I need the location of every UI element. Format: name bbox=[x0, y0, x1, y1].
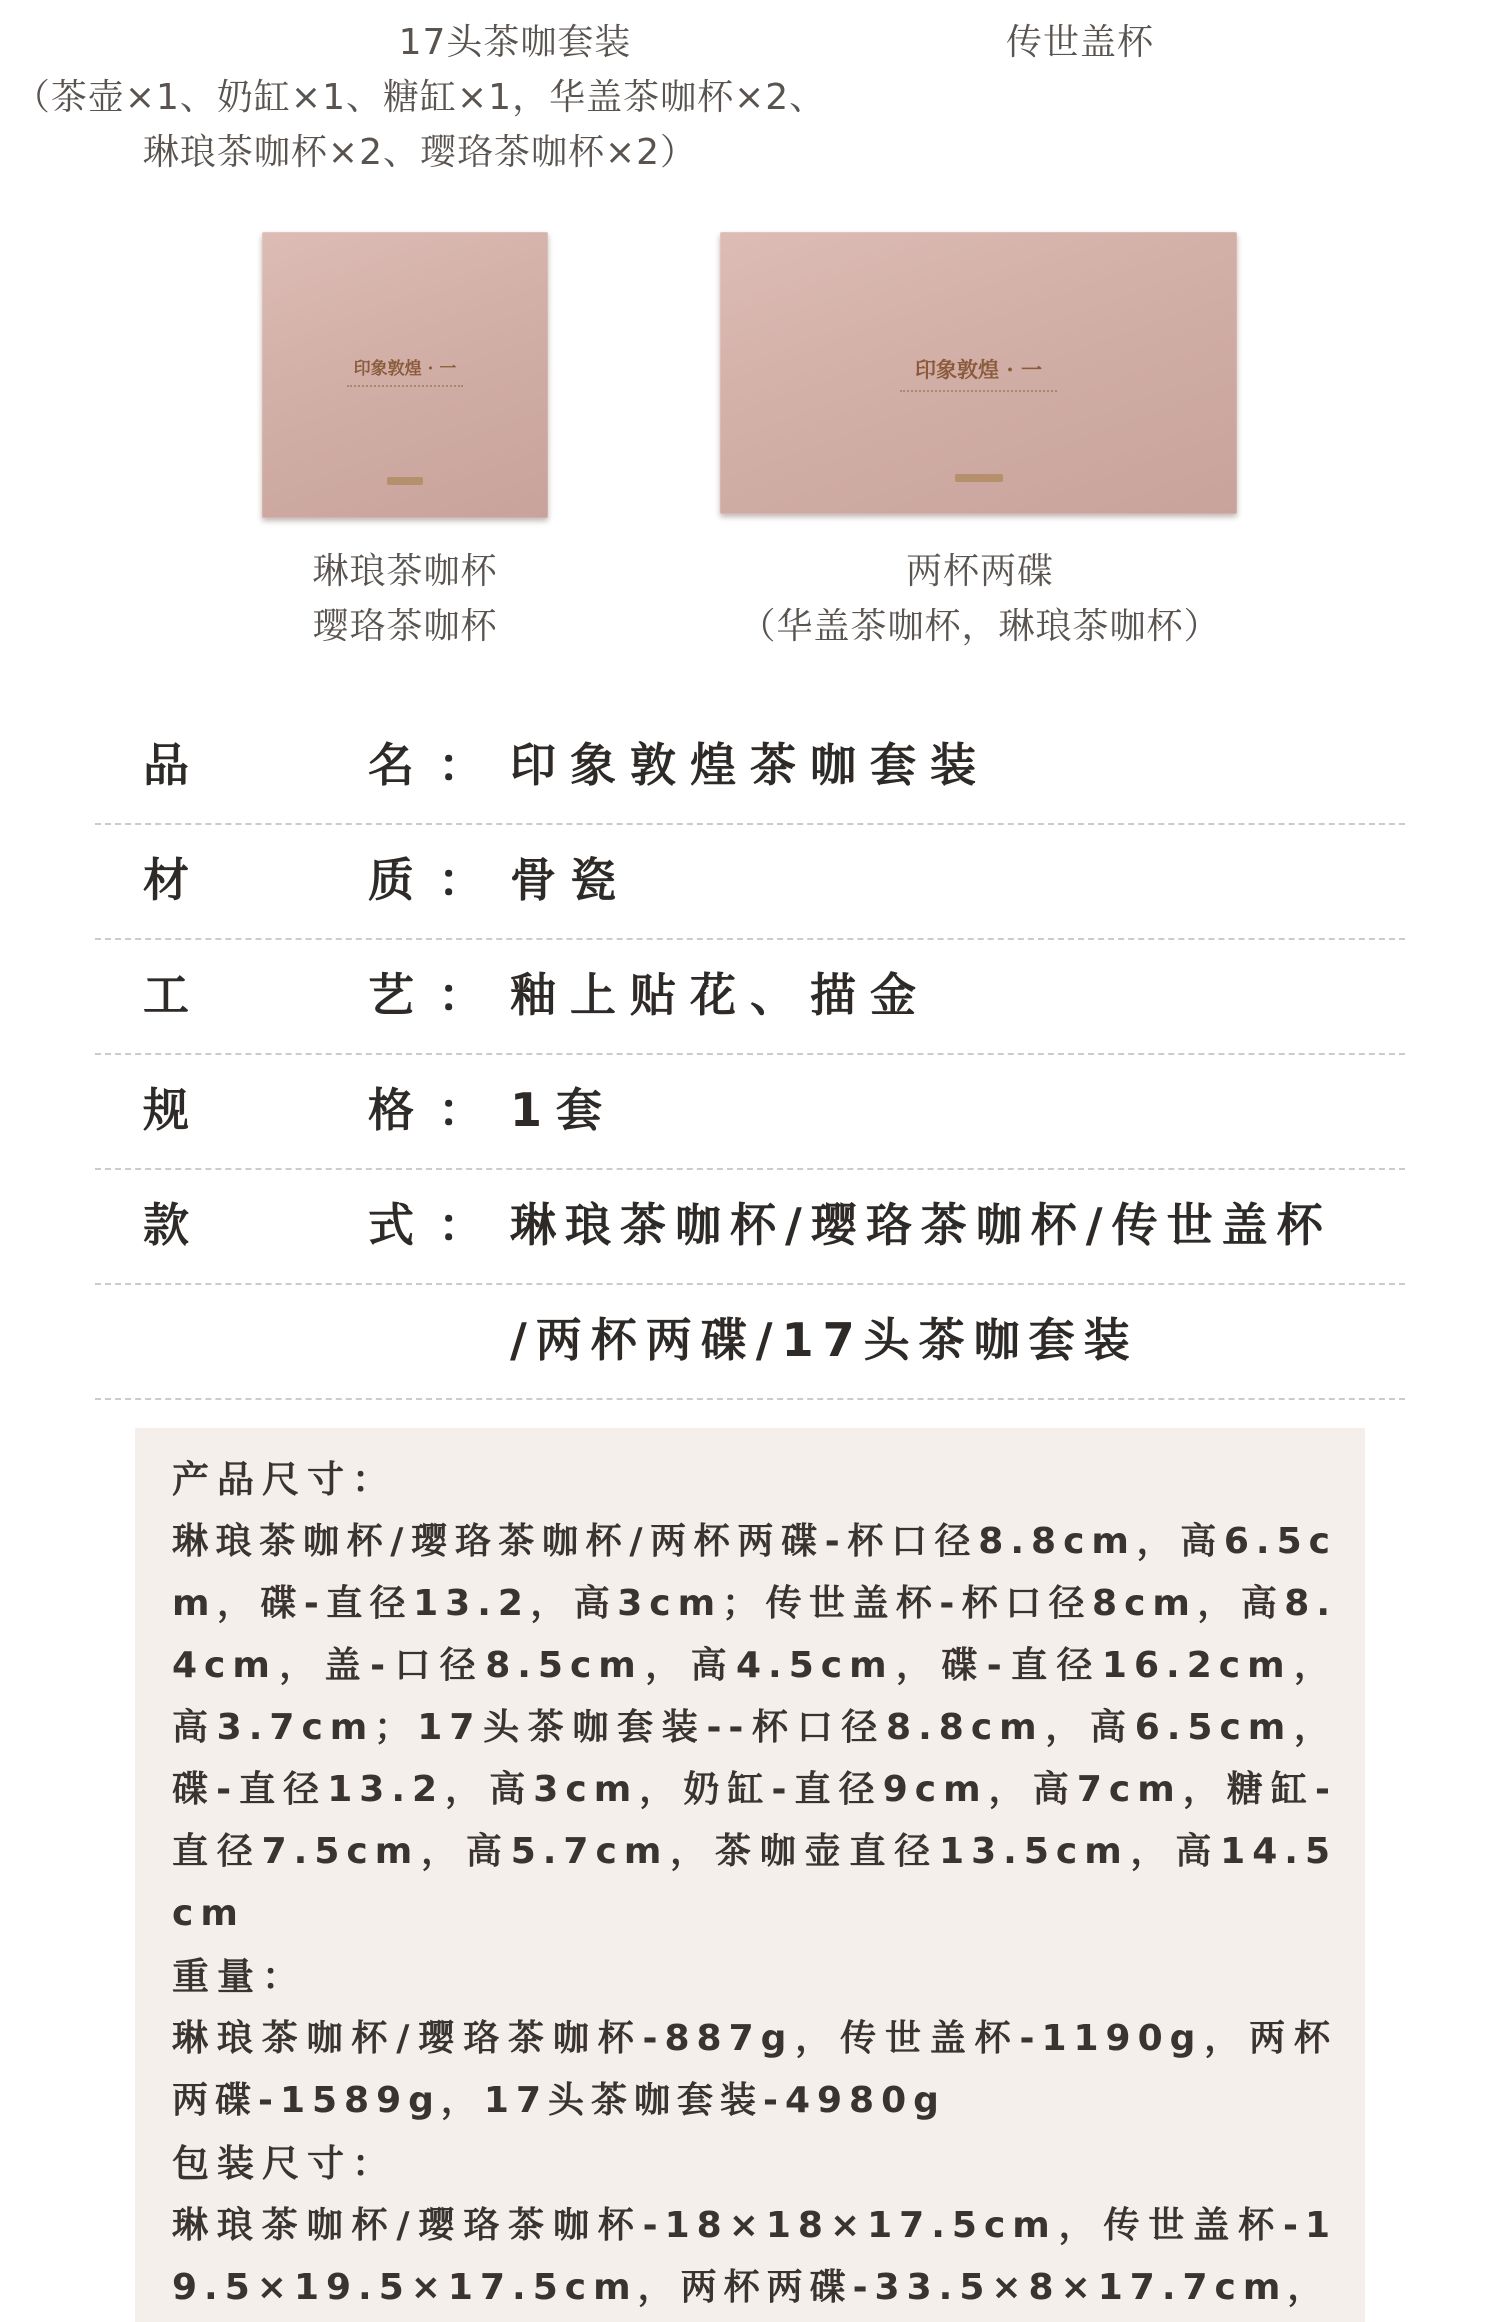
spec-label-char-2: 格 bbox=[368, 1083, 414, 1137]
spec-value-styles: 琳琅茶咖杯/璎珞茶咖杯/传世盖杯 bbox=[510, 1198, 1332, 1252]
caption-17-piece-set-title: 17头茶咖套装 bbox=[398, 22, 632, 63]
caption-17-piece-set-contents-2: 琳琅茶咖杯×2、璎珞茶咖杯×2） bbox=[142, 132, 698, 173]
caption-17-piece-set bbox=[13, 15, 900, 180]
caption-two-cups-two-saucers bbox=[700, 544, 1260, 654]
gift-box-small-logo-mark bbox=[387, 477, 423, 485]
gift-box-small-brand: 印象敦煌 · 一 bbox=[353, 359, 457, 379]
spec-colon: ： bbox=[438, 1083, 484, 1137]
product-details-panel bbox=[135, 1428, 1365, 2322]
spec-label-char-1: 材 bbox=[143, 853, 189, 907]
caption-linlang-cups bbox=[205, 544, 605, 654]
spec-value-craft: 釉上贴花、描金 bbox=[510, 968, 930, 1022]
spec-colon: ： bbox=[438, 1198, 484, 1252]
gift-box-large-image bbox=[720, 232, 1237, 514]
spec-row-specification bbox=[95, 1053, 1405, 1170]
spec-label-char-2: 名 bbox=[368, 738, 414, 792]
caption-two-cups-title: 两杯两碟 bbox=[905, 551, 1054, 592]
spec-row-styles bbox=[95, 1168, 1405, 1285]
caption-linlang-cup: 琳琅茶咖杯 bbox=[312, 551, 498, 592]
spec-value-styles-continued: /两杯两碟/17头茶咖套装 bbox=[510, 1313, 1139, 1367]
gift-box-small-image bbox=[262, 232, 548, 518]
spec-row-material bbox=[95, 823, 1405, 940]
spec-label-char-2: 艺 bbox=[368, 968, 414, 1022]
spec-label-char-1: 品 bbox=[143, 738, 189, 792]
caption-two-cups-contents: （华盖茶咖杯，琳琅茶咖杯） bbox=[739, 606, 1221, 647]
spec-label-char-1: 款 bbox=[143, 1198, 189, 1252]
caption-yingluo-cup: 璎珞茶咖杯 bbox=[312, 606, 498, 647]
product-size-heading: 产品尺寸： bbox=[172, 1458, 397, 1501]
spec-value-specification: 1套 bbox=[510, 1083, 617, 1137]
spec-row-craft bbox=[95, 938, 1405, 1055]
spec-row-product-name bbox=[95, 708, 1405, 825]
spec-label-char-1: 规 bbox=[143, 1083, 189, 1137]
caption-17-piece-set-contents-1: （茶壶×1、奶缸×1、糖缸×1，华盖茶咖杯×2、 bbox=[13, 77, 827, 118]
gift-box-large-subtitle-line bbox=[900, 390, 1057, 394]
gift-box-large-brand: 印象敦煌 · 一 bbox=[915, 357, 1042, 382]
spec-row-styles-continued bbox=[95, 1283, 1405, 1400]
spec-label-char-1: 工 bbox=[143, 968, 189, 1022]
spec-colon: ： bbox=[438, 968, 484, 1022]
weight-heading: 重量： bbox=[172, 1955, 307, 1998]
weight-text: 琳琅茶咖杯/璎珞茶咖杯-887g，传世盖杯-1190g，两杯两碟-1589g，17头茶咖套装-4980g bbox=[172, 2018, 1337, 2121]
spec-colon: ： bbox=[438, 853, 484, 907]
product-size-text: 琳琅茶咖杯/璎珞茶咖杯/两杯两碟-杯口径8.8cm，高6.5cm，碟-直径13.2，高3cm；传世盖杯-杯口径8cm，高8.4cm，盖-口径8.5cm，高4.5cm，碟-直径16.2cm，高3.7cm；17头茶咖套装--杯口径8.8cm，高6.5cm，碟-直径13.2，高3cm，奶缸-直径9cm，高7cm，糖缸-直径7.5cm，高5.7cm，茶咖壶直径13.5cm，高14.5cm bbox=[172, 1521, 1337, 1934]
spec-value-product-name: 印象敦煌茶咖套装 bbox=[510, 738, 990, 792]
spec-label-char-2: 质 bbox=[368, 853, 414, 907]
package-size-heading: 包装尺寸： bbox=[172, 2142, 397, 2185]
caption-heirloom-lidded-cup: 传世盖杯 bbox=[1005, 22, 1154, 63]
package-size-text: 琳琅茶咖杯/璎珞茶咖杯-18×18×17.5cm，传世盖杯-19.5×19.5×17.5cm，两杯两碟-33.5×8×17.7cm， bbox=[172, 2205, 1337, 2308]
spec-label-char-2: 式 bbox=[368, 1198, 414, 1252]
spec-value-material: 骨瓷 bbox=[510, 853, 630, 907]
gift-box-large-logo-mark bbox=[955, 474, 1003, 482]
gift-box-small-subtitle-line bbox=[347, 385, 463, 389]
spec-colon: ： bbox=[438, 738, 484, 792]
